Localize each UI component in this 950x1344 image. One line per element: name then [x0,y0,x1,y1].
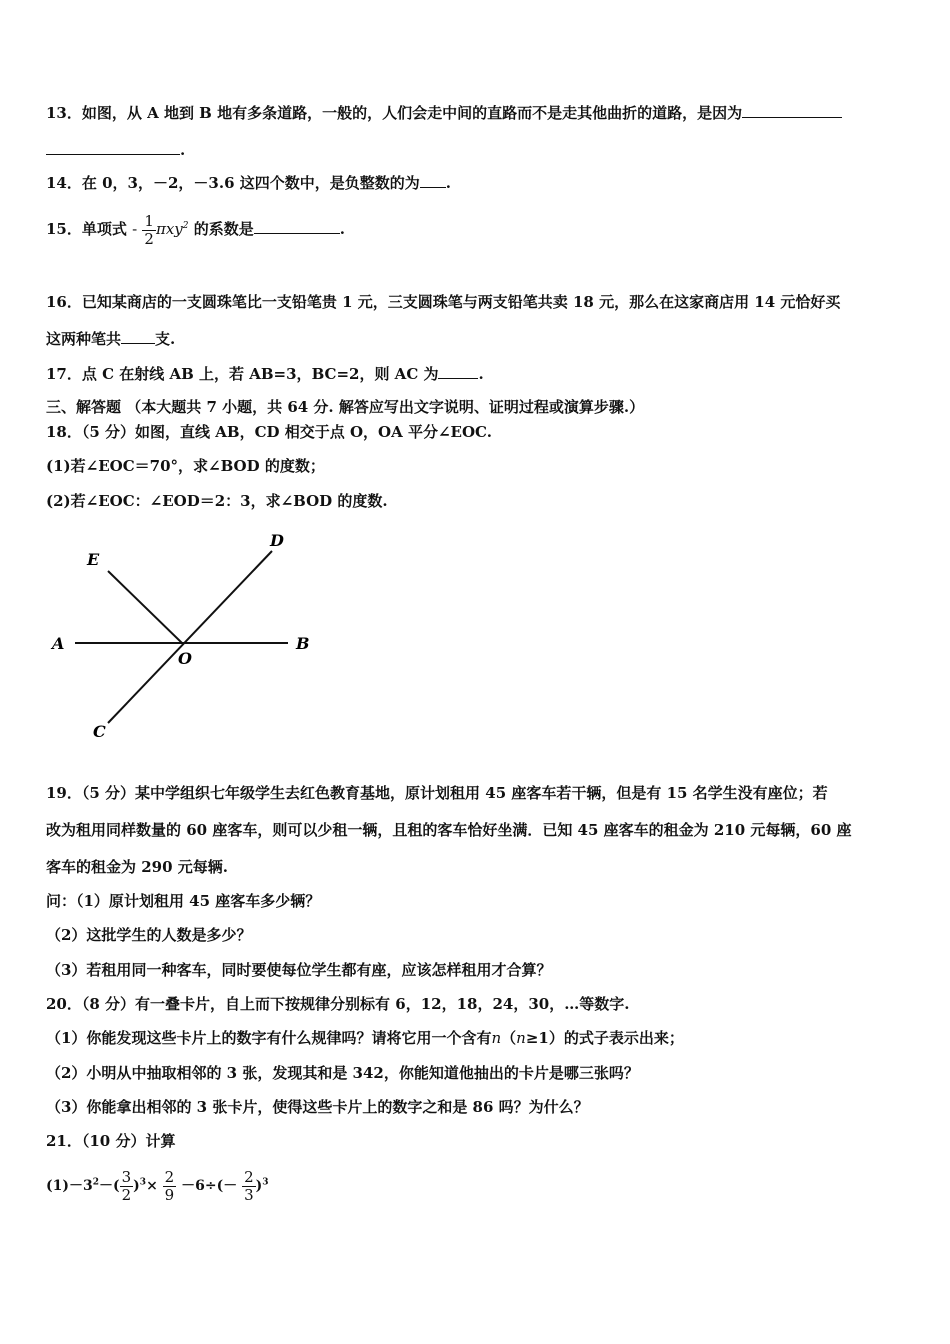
q14-text: 14．在 0，3，－2，－3.6 这四个数中，是负整数的为 [46,174,420,192]
question-13 [46,103,842,123]
q21-f2-den: 9 [164,1185,175,1204]
q17-text: 17．点 C 在射线 AB 上，若 AB=3，BC=2，则 AC 为 [46,365,439,383]
q13-end: . [180,141,186,159]
line-cd [108,551,272,723]
q19-line2: 改为租用同样数量的 60 座客车，则可以少租一辆，且租的客车恰好坐满．已知 45 座客车的租金为 210 元每辆，60 座 [46,821,852,839]
q15-exp: 2 [182,221,189,231]
q18-p2: (2)若∠EOC：∠EOD＝2：3，求∠BOD 的度数. [46,492,388,510]
q19-line1: 19．（5 分）某中学组织七年级学生去红色教育基地，原计划租用 45 座客车若干辆，但是有 15 名学生没有座位；若 [46,784,828,802]
question-19-line2 [46,820,852,840]
answer-blank [46,140,180,155]
q15-den: 2 [144,229,154,248]
answer-blank [742,103,842,118]
q21-f2-num: 2 [164,1167,175,1186]
q21-e5: －6÷(－ [181,1178,238,1194]
answer-blank [420,173,446,188]
question-20-part1 [46,1028,684,1048]
q21-e3-exp: 3 [139,1177,147,1188]
question-21-expression [46,1166,269,1206]
label-e: E [87,550,100,569]
question-20 [46,994,629,1014]
label-c: C [93,722,106,741]
q19-ask1: 问：（1）原计划租用 45 座客车多少辆？ [46,892,321,910]
question-21 [46,1131,175,1151]
q21-e1: (1)－3 [46,1178,93,1194]
q15-prefix: 15．单项式 [46,220,127,238]
question-20-part2 [46,1063,639,1083]
q15-end: . [339,220,345,238]
q21-fraction-2 [163,1169,177,1204]
q18-stem: 18．（5 分）如图，直线 AB，CD 相交于点 O，OA 平分∠EOC. [46,423,492,441]
section-3-text: 三、解答题 （本大题共 7 小题，共 64 分. 解答应写出文字说明、证明过程或演算步骤.） [46,398,645,416]
q20-p1-a: （1）你能发现这些卡片上的数字有什么规律吗？请将它用一个含有 [46,1029,492,1047]
q15-suffix: 的系数是 [193,220,254,238]
q21-e6: ) [255,1178,263,1194]
answer-blank [254,219,340,234]
q14-end: . [445,174,451,192]
question-15 [46,212,345,248]
q19-line3: 客车的租金为 290 元每辆. [46,858,228,876]
label-d: D [270,531,284,550]
q13-text: 13．如图，从 A 地到 B 地有多条道路，一般的，人们会走中间的直路而不是走其他曲折的道路，是因为 [46,104,743,122]
answer-blank [438,364,478,379]
question-20-part3 [46,1097,589,1117]
q21-fraction-1 [120,1169,134,1204]
q21-f1-den: 2 [121,1185,132,1204]
q19-ask2: （2）这批学生的人数是多少？ [46,926,252,944]
q21-e1-exp: 2 [92,1177,99,1188]
label-a: A [52,634,65,653]
question-16-line1 [46,292,840,312]
label-b: B [296,634,310,653]
q15-sign: - [132,220,138,238]
q21-f3-num: 2 [244,1167,254,1186]
q20-p3: （3）你能拿出相邻的 3 张卡片，使得这些卡片上的数字之和是 86 吗？为什么？ [46,1098,589,1116]
section-3-heading [46,397,644,417]
q20-p1-cond: n [516,1029,526,1047]
q21-f3-den: 3 [244,1185,254,1204]
q21-e4: × [146,1178,158,1194]
q21-e2: －( [99,1178,120,1194]
q20-p1-b: （ [501,1029,517,1047]
question-18 [46,422,492,442]
q16-line2-a: 这两种笔共 [46,330,122,348]
question-19-ask3 [46,960,551,980]
question-19-line3 [46,857,228,877]
q19-ask3: （3）若租用同一种客车，同时要使每位学生都有座，应该怎样租用才合算？ [46,961,552,979]
question-18-part1 [46,456,325,476]
question-17 [46,364,484,384]
question-19-line1 [46,783,828,803]
answer-blank [121,329,155,344]
q16-line1: 16．已知某商店的一支圆珠笔比一支铅笔贵 1 元，三支圆珠笔与两支铅笔共卖 18 元，那么在这家商店用 14 元恰好买 [46,293,841,311]
q21-f1-num: 3 [121,1167,132,1186]
q20-stem: 20．（8 分）有一叠卡片，自上而下按规律分别标有 6，12，18，24，30，…等数字. [46,995,630,1013]
q20-p2: （2）小明从中抽取相邻的 3 张，发现其和是 342，你能知道他抽出的卡片是哪三张吗？ [46,1064,639,1082]
q18-p1: (1)若∠EOC＝70°，求∠BOD 的度数； [46,457,325,475]
question-16-line2 [46,329,175,349]
question-19-ask2 [46,925,251,945]
q15-expr: πxy [155,220,183,238]
q21-e3: ) [133,1178,140,1194]
q21-fraction-3 [242,1169,256,1204]
ray-oe [108,571,182,643]
question-18-part2 [46,491,388,511]
question-19-ask1 [46,891,320,911]
q21-stem: 21．（10 分）计算 [46,1132,176,1150]
q20-p1-n: n [491,1029,502,1047]
q15-num: 1 [144,211,154,230]
q15-fraction [142,213,156,248]
q20-p1-c: ≥1）的式子表示出来； [525,1029,684,1047]
q21-e6-exp: 3 [262,1177,269,1188]
q16-line2-b: 支. [155,330,176,348]
intersecting-lines-figure [40,525,330,750]
q17-end: . [478,365,484,383]
label-o: O [178,649,192,668]
question-13-continued [46,140,185,160]
question-14 [46,173,451,193]
